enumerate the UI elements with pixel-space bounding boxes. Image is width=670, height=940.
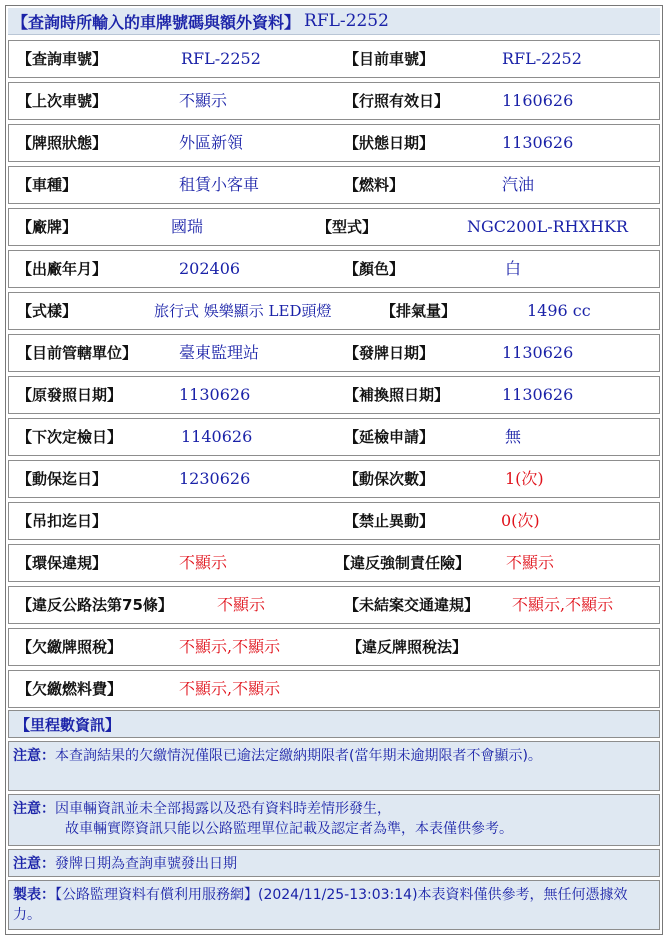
label-previous-plate: 【上次車號】 [17, 92, 108, 110]
value-insurance-violation: 不顯示 [506, 553, 555, 572]
value-inspection-extension: 無 [505, 427, 522, 446]
report-title: 【查詢時所輸入的車牌號碼與額外資料】 [12, 12, 301, 32]
info-row-plate-status [8, 124, 660, 162]
value-reissue-date: 1130626 [502, 385, 574, 404]
label-status-date: 【狀態日期】 [344, 134, 435, 152]
label-color: 【顏色】 [344, 260, 405, 278]
info-row-style [8, 292, 660, 330]
note-issue-date [8, 849, 660, 877]
info-row-original-license-date [8, 376, 660, 414]
value-vehicle-type: 租賃小客車 [179, 175, 260, 194]
value-issue-date: 1130626 [502, 343, 574, 362]
label-transfer-ban: 【禁止異動】 [344, 512, 435, 530]
label-lien-count: 【動保次數】 [344, 470, 435, 488]
mileage-section-title: 【里程數資訊】 [15, 716, 121, 734]
label-manufacture-date: 【出廠年月】 [17, 260, 108, 278]
info-row-manufacture-date [8, 250, 660, 288]
value-model: NGC200L-RHXHKR [467, 217, 628, 236]
value-license-valid-date: 1160626 [502, 91, 574, 110]
label-traffic-violation: 【未結案交通違規】 [344, 596, 480, 614]
value-lien-count: 1(次) [505, 469, 544, 488]
label-jurisdiction: 【目前管轄單位】 [17, 344, 138, 362]
label-query-plate: 【查詢車號】 [17, 50, 108, 68]
value-lien-end-date: 1230626 [179, 469, 251, 488]
label-fuel: 【燃料】 [344, 176, 405, 194]
label-plate-status: 【牌照狀態】 [17, 134, 108, 152]
label-fuel-fee: 【欠繳燃料費】 [17, 680, 123, 698]
report-title-bar [8, 8, 660, 35]
label-license-valid-date: 【行照有效日】 [344, 92, 450, 110]
label-brand: 【廠牌】 [17, 218, 78, 236]
value-status-date: 1130626 [502, 133, 574, 152]
label-license-tax: 【欠繳牌照稅】 [17, 638, 123, 656]
label-next-inspection: 【下次定檢日】 [17, 428, 123, 446]
label-original-license-date: 【原發照日期】 [17, 386, 123, 404]
value-displacement: 1496 cc [527, 301, 591, 320]
value-fuel-fee: 不顯示,不顯示 [179, 679, 281, 698]
info-row-fuel-fee [8, 670, 660, 708]
label-style: 【式樣】 [17, 302, 78, 320]
label-reissue-date: 【補換照日期】 [344, 386, 450, 404]
value-env-violation: 不顯示 [179, 553, 228, 572]
info-row-vehicle-type [8, 166, 660, 204]
info-row-jurisdiction [8, 334, 660, 372]
note-overdue [8, 741, 660, 791]
label-vehicle-type: 【車種】 [17, 176, 78, 194]
info-row-previous-plate [8, 82, 660, 120]
value-highway-law: 不顯示 [217, 595, 266, 614]
value-original-license-date: 1130626 [179, 385, 251, 404]
note-issue-date-text: 發牌日期為查詢車號發出日期 [55, 856, 237, 872]
label-env-violation: 【環保違規】 [17, 554, 108, 572]
value-license-tax: 不顯示,不顯示 [179, 637, 281, 656]
note-produced-by-label: 製表： [13, 887, 55, 903]
info-row-lien-end-date [8, 460, 660, 498]
label-insurance-violation: 【違反強制責任險】 [335, 554, 471, 572]
note-overdue-text: 本查詢結果的欠繳情況僅限已逾法定繳納期限者(當年期未逾期限者不會顯示)。 [55, 748, 542, 764]
info-row-highway-law [8, 586, 660, 624]
label-highway-law: 【違反公路法第75條】 [17, 596, 173, 614]
value-color: 白 [505, 259, 522, 278]
value-query-plate: RFL-2252 [181, 49, 261, 68]
label-lien-end-date: 【動保迄日】 [17, 470, 108, 488]
mileage-section-header [8, 710, 660, 738]
note-overdue-label: 注意： [13, 748, 55, 764]
label-displacement: 【排氣量】 [381, 302, 457, 320]
value-current-plate: RFL-2252 [502, 49, 582, 68]
label-license-tax-law: 【違反牌照稅法】 [347, 638, 468, 656]
note-disclosure [8, 794, 660, 846]
label-inspection-extension: 【延檢申請】 [344, 428, 435, 446]
label-issue-date: 【發牌日期】 [344, 344, 435, 362]
value-fuel: 汽油 [502, 175, 535, 194]
value-style: 旅行式 娛樂顯示 LED頭燈 [154, 302, 332, 320]
note-issue-date-label: 注意： [13, 856, 55, 872]
value-previous-plate: 不顯示 [179, 91, 228, 110]
note-disclosure-line2: 故車輛實際資訊只能以公路監理單位記載及認定者為準，本表僅供參考。 [65, 821, 513, 837]
info-row-env-violation [8, 544, 660, 582]
info-row-next-inspection [8, 418, 660, 456]
label-model: 【型式】 [317, 218, 378, 236]
info-row-brand [8, 208, 660, 246]
info-row-query-plate [8, 40, 660, 78]
note-produced-by [8, 880, 660, 930]
value-manufacture-date: 202406 [179, 259, 241, 278]
report-title-plate: RFL-2252 [304, 11, 389, 31]
label-suspension-end-date: 【吊扣迄日】 [17, 512, 108, 530]
note-disclosure-label: 注意： [13, 801, 55, 817]
note-produced-by-text: 【公路監理資料有償利用服務網】(2024/11/25-13:03:14)本表資料僅供參考，無任何憑據效力。 [13, 887, 628, 923]
note-disclosure-line1: 因車輛資訊並未全部揭露以及恐有資料時差情形發生， [55, 801, 391, 817]
label-current-plate: 【目前車號】 [344, 50, 435, 68]
value-plate-status: 外區新領 [179, 133, 244, 152]
info-row-license-tax [8, 628, 660, 666]
info-row-suspension-end-date [8, 502, 660, 540]
value-next-inspection: 1140626 [181, 427, 253, 446]
value-brand: 國瑞 [171, 217, 204, 236]
value-jurisdiction: 臺東監理站 [179, 343, 260, 362]
value-traffic-violation: 不顯示,不顯示 [512, 595, 614, 614]
value-transfer-ban: 0(次) [501, 511, 540, 530]
